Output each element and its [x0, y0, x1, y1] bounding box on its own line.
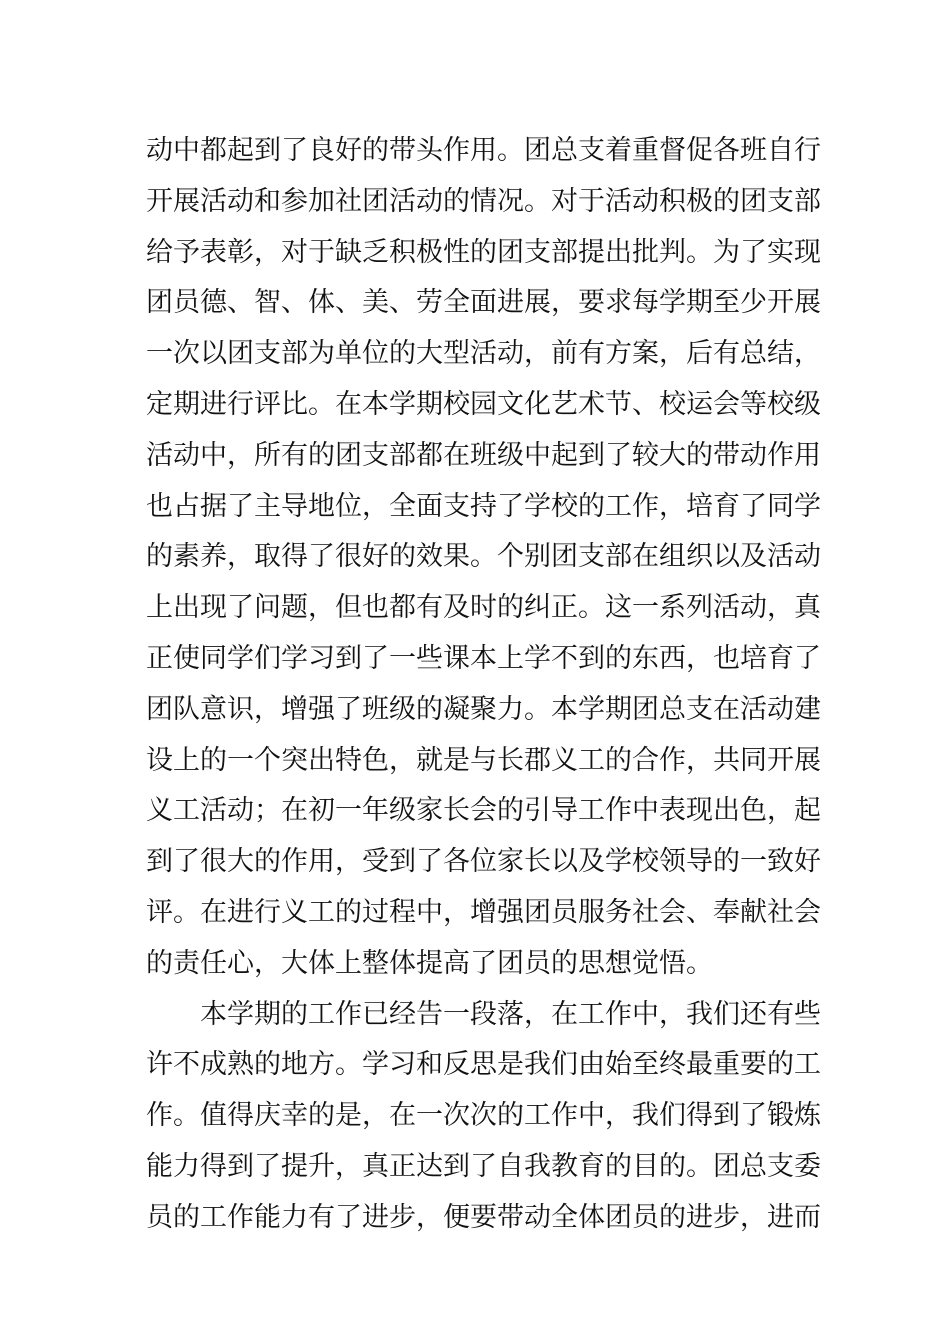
text-line: 团员德、智、体、美、劳全面进展，要求每学期至少开展: [146, 287, 821, 319]
text-line: 义工活动；在初一年级家长会的引导工作中表现出色，起: [146, 795, 821, 827]
text-line: 团队意识，增强了班级的凝聚力。本学期团总支在活动建: [146, 693, 821, 725]
text-line: 定期进行评比。在本学期校园文化艺术节、校运会等校级: [146, 388, 821, 420]
text-line: 给予表彰，对于缺乏积极性的团支部提出批判。为了实现: [146, 236, 821, 268]
text-line: 员的工作能力有了进步，便要带动全体团员的进步，进而: [146, 1201, 821, 1233]
body-text: [146, 126, 821, 1244]
text-line: 也占据了主导地位，全面支持了学校的工作，培育了同学: [146, 490, 821, 522]
paragraph-start-line: 本学期的工作已经告一段落，在工作中，我们还有些: [200, 998, 821, 1030]
text-line: 到了很大的作用，受到了各位家长以及学校领导的一致好: [146, 846, 821, 878]
text-line: 评。在进行义工的过程中，增强团员服务社会、奉献社会: [146, 896, 821, 928]
text-line: 一次以团支部为单位的大型活动，前有方案，后有总结，: [146, 338, 821, 370]
text-line: 能力得到了提升，真正达到了自我教育的目的。团总支委: [146, 1150, 821, 1182]
text-line: 活动中，所有的团支部都在班级中起到了较大的带动作用: [146, 439, 821, 471]
text-line: 的素养，取得了很好的效果。个别团支部在组织以及活动: [146, 541, 821, 573]
text-line: 许不成熟的地方。学习和反思是我们由始至终最重要的工: [146, 1049, 821, 1081]
text-line: 上出现了问题，但也都有及时的纠正。这一系列活动，真: [146, 592, 821, 624]
text-line: 设上的一个突出特色，就是与长郡义工的合作，共同开展: [146, 744, 821, 776]
paragraph-end-line: 的责任心，大体上整体提高了团员的思想觉悟。: [146, 947, 713, 979]
text-line: 正使同学们学习到了一些课本上学不到的东西，也培育了: [146, 642, 821, 674]
text-line: 动中都起到了良好的带头作用。团总支着重督促各班自行: [146, 135, 821, 166]
text-line: 作。值得庆幸的是，在一次次的工作中，我们得到了锻炼: [146, 1100, 821, 1132]
text-line: 开展活动和参加社团活动的情况。对于活动积极的团支部: [146, 185, 821, 217]
